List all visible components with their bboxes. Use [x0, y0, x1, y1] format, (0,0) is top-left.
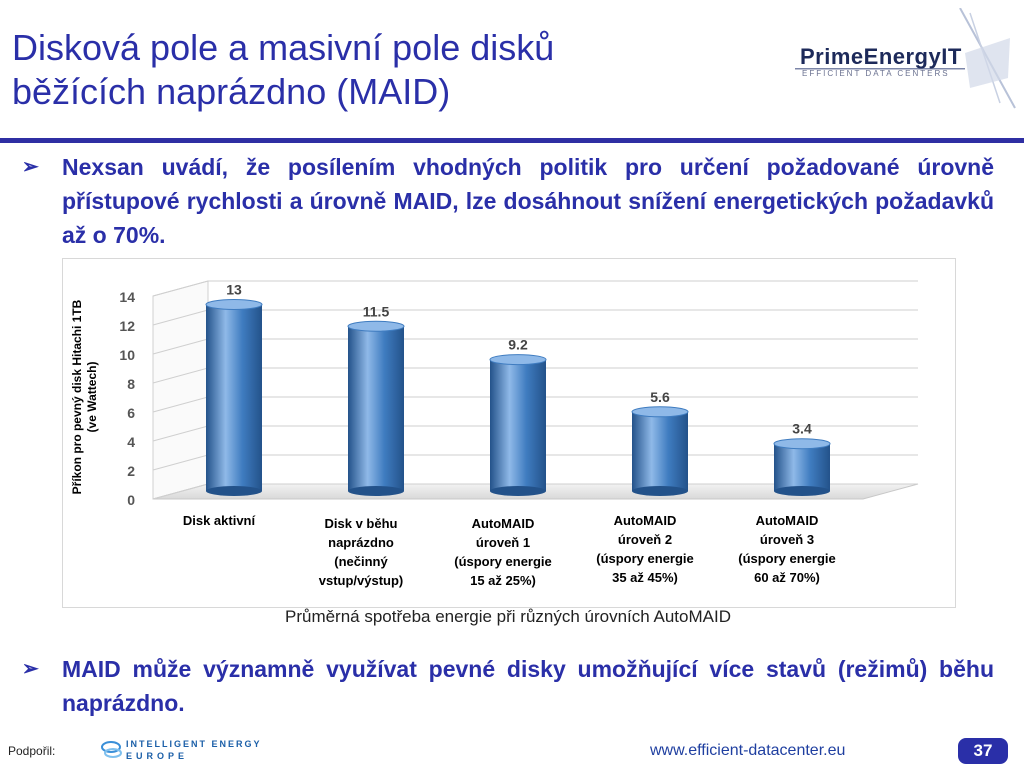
- y-axis-label: Příkon pro pevný disk Hitachi 1TB(ve Wattech): [70, 299, 99, 495]
- chart-side-wall: [153, 281, 208, 499]
- bar: [206, 305, 262, 492]
- footer-supported-by: Podpořil:: [8, 744, 56, 758]
- y-tick-label: 4: [127, 434, 135, 450]
- footer-url[interactable]: www.efficient-datacenter.eu: [650, 742, 846, 759]
- title-line-1: Disková pole a masivní pole disků: [12, 27, 555, 68]
- bar-base: [490, 486, 546, 496]
- x-category-label: Disk v běhu: [324, 516, 398, 531]
- bar-value-label: 13: [226, 281, 242, 298]
- x-category-label: naprázdno: [328, 535, 394, 550]
- title-divider: [0, 138, 1024, 143]
- x-category-label: AutoMAID: [471, 516, 535, 531]
- x-category-label: (úspory energie: [738, 551, 836, 566]
- x-category-label: 60 až 70%): [754, 570, 820, 585]
- bar-value-label: 9.2: [508, 336, 528, 353]
- bar-top: [632, 407, 688, 417]
- y-tick-label: 12: [119, 318, 135, 334]
- logo-tagline: EFFICIENT DATA CENTERS: [802, 69, 950, 78]
- bar: [774, 444, 830, 491]
- bar-value-label: 5.6: [650, 388, 670, 405]
- bar-top: [348, 321, 404, 331]
- x-category-label: (úspory energie: [596, 551, 694, 566]
- bar-chart: [62, 258, 956, 608]
- y-tick-label: 8: [127, 376, 135, 392]
- bar-value-label: 3.4: [792, 420, 812, 437]
- gridline: [153, 310, 918, 325]
- x-category-label: (nečinný: [334, 554, 388, 569]
- bar-value-label: 11.5: [362, 303, 390, 320]
- bar-top: [206, 300, 262, 310]
- x-category-label: vstup/výstup): [318, 573, 404, 588]
- bullet-1-text: Nexsan uvádí, že posílením vhodných politik pro určení požadované úrovně přístupové rychlosti a úrovně MAID, lze dosáhnout snížení energetických požadavků až o 70%.: [62, 154, 994, 248]
- x-category-label: úroveň 2: [617, 532, 673, 547]
- x-category-label: AutoMAID: [613, 513, 677, 528]
- x-category-label: úroveň 1: [475, 535, 531, 550]
- logo-name: PrimeEnergyIT: [800, 44, 962, 69]
- page-number: 37: [958, 738, 1008, 764]
- x-category-label: (úspory energie: [454, 554, 552, 569]
- bullet-2: [22, 652, 1002, 724]
- bar-base: [632, 486, 688, 496]
- x-category-label: úroveň 3: [759, 532, 815, 547]
- bar-top: [774, 439, 830, 449]
- y-tick-label: 6: [127, 405, 135, 421]
- bar-base: [206, 486, 262, 496]
- chart-svg: [63, 259, 955, 607]
- x-category-label: 15 až 25%): [470, 573, 536, 588]
- bar: [632, 412, 688, 491]
- gridline: [153, 336, 918, 354]
- bullet-arrow-icon: ➢: [22, 156, 39, 178]
- y-tick-label: 14: [119, 289, 135, 305]
- bullet-arrow-icon: ➢: [22, 658, 39, 680]
- bar-top: [490, 355, 546, 365]
- gridline: [153, 281, 918, 296]
- chart-caption: Průměrná spotřeba energie při různých úrovních AutoMAID: [284, 607, 731, 626]
- iee-line-1: INTELLIGENT ENERGY: [126, 739, 262, 749]
- bar-base: [348, 486, 404, 496]
- slide-title: [12, 26, 652, 114]
- x-category-label: 35 až 45%): [612, 570, 678, 585]
- primeenergyit-logo: [770, 8, 1020, 118]
- x-category-label: AutoMAID: [755, 513, 819, 528]
- x-category-label: Disk aktivní: [182, 513, 256, 528]
- bullet-1: [22, 150, 1002, 260]
- bar-base: [774, 486, 830, 496]
- bar: [348, 326, 404, 491]
- iee-swirl-icon: [100, 735, 124, 765]
- bar: [490, 360, 546, 491]
- y-tick-label: 10: [119, 347, 135, 363]
- y-tick-label: 2: [127, 463, 135, 479]
- y-tick-label: 0: [127, 492, 135, 508]
- title-line-2: běžících naprázdno (MAID): [12, 71, 451, 112]
- iee-line-2: EUROPE: [126, 751, 189, 761]
- bullet-2-text: MAID může významně využívat pevné disky umožňující více stavů (režimů) běhu naprázdno.: [62, 656, 994, 716]
- intelligent-energy-europe-logo: [100, 735, 300, 765]
